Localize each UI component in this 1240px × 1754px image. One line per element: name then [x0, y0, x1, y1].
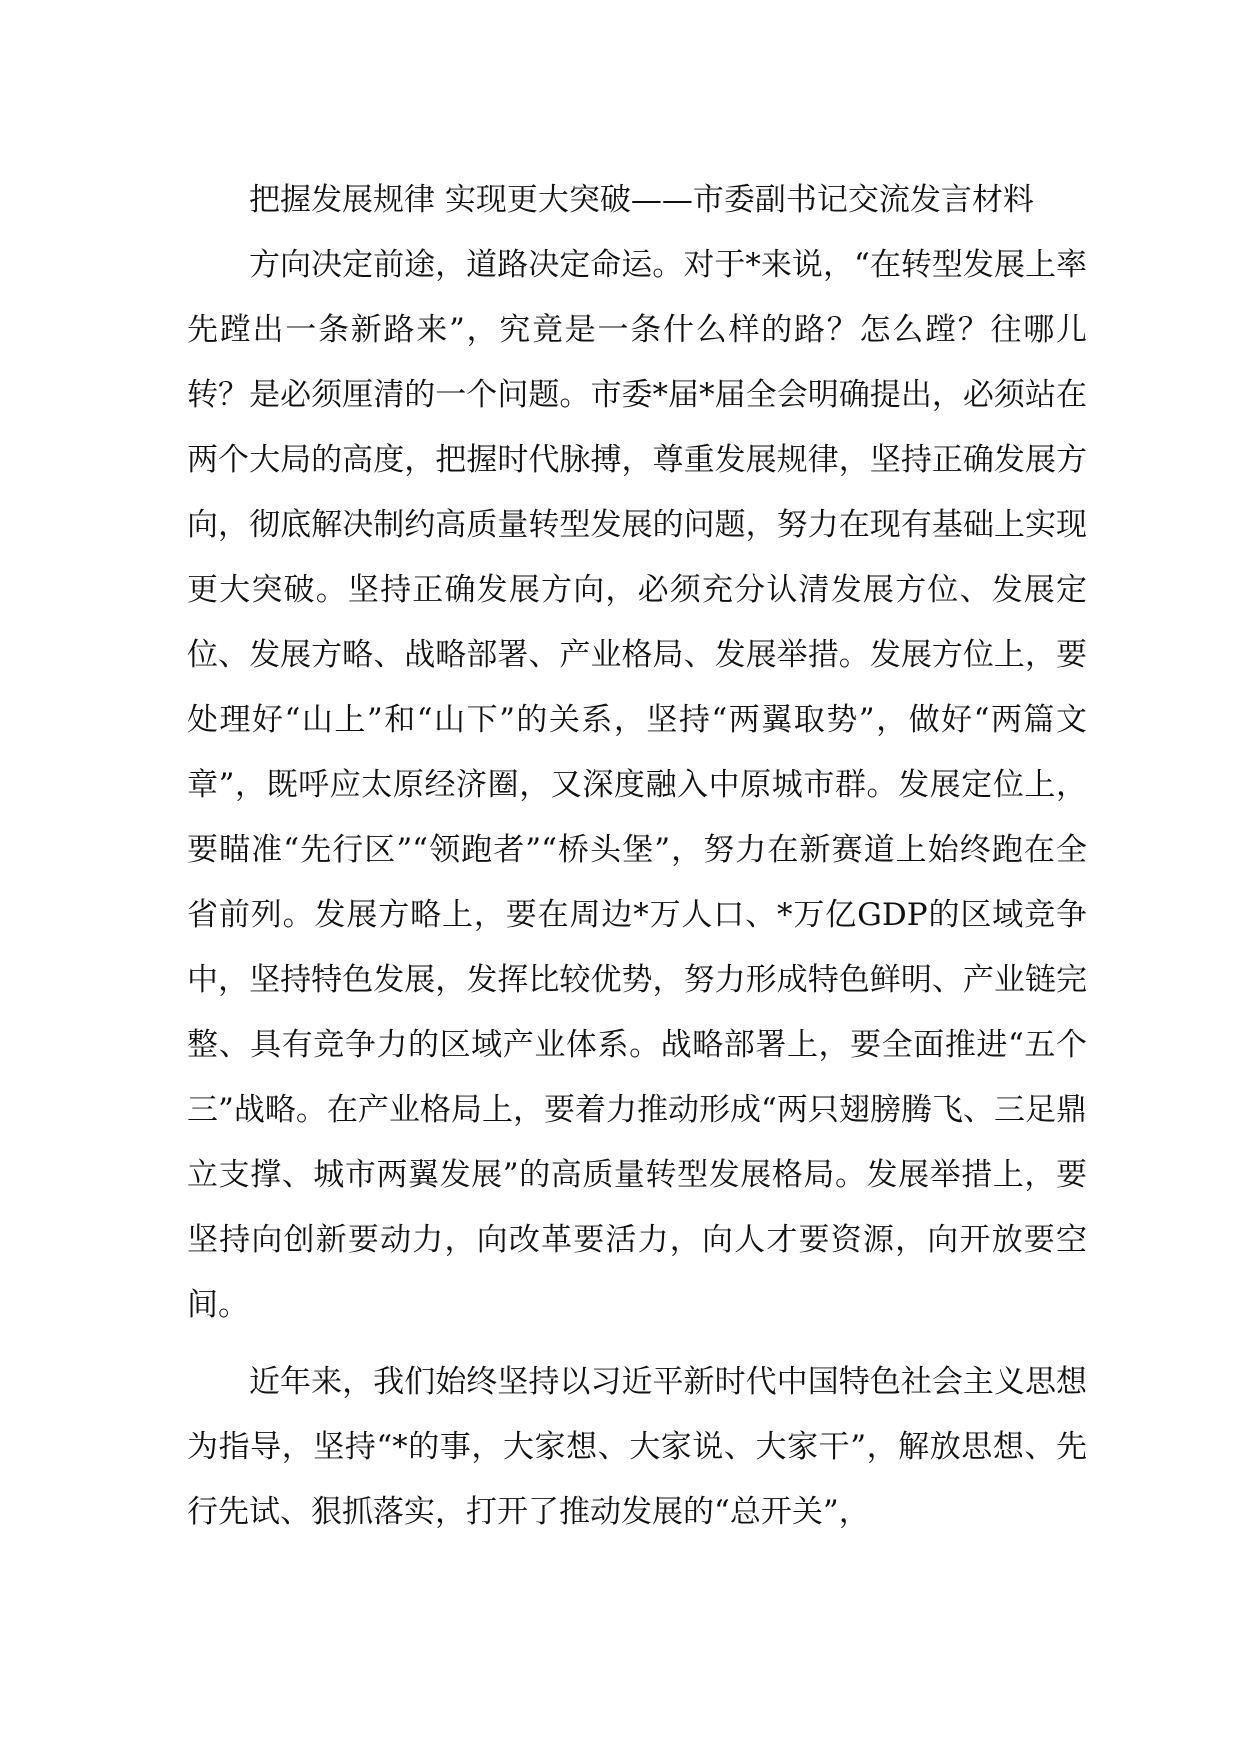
document-body: [187, 168, 1087, 1545]
paragraph-1: 方向决定前途，道路决定命运。对于*来说，“在转型发展上率先蹚出一条新路来”，究竟是一条什么样的路？怎么蹚？往哪儿转？是必须厘清的一个问题。市委*届*届全会明确提出，必须站在两个大局的高度，把握时代脉搏，尊重发展规律，坚持正确发展方向，彻底解决制约高质量转型发展的问题，努力在现有基础上实现更大突破。坚持正确发展方向，必须充分认清发展方位、发展定位、发展方略、战略部署、产业格局、发展举措。发展方位上，要处理好“山上”和“山下”的关系，坚持“两翼取势”，做好“两篇文章”，既呼应太原经济圈，又深度融入中原城市群。发展定位上，要瞄准“先行区”“领跑者”“桥头堡”，努力在新赛道上始终跑在全省前列。发展方略上，要在周边*万人口、*万亿GDP的区域竞争中，坚持特色发展，发挥比较优势，努力形成特色鲜明、产业链完整、具有竞争力的区域产业体系。战略部署上，要全面推进“五个三”战略。在产业格局上，要着力推动形成“两只翅膀腾飞、三足鼎立支撑、城市两翼发展”的高质量转型发展格局。发展举措上，要坚持向创新要动力，向改革要活力，向人才要资源，向开放要空间。: [187, 247, 1087, 1323]
document-title: 把握发展规律 实现更大突破——市委副书记交流发言材料: [249, 182, 1034, 218]
paragraph-2: 近年来，我们始终坚持以习近平新时代中国特色社会主义思想为指导，坚持“*的事，大家想、大家说、大家干”，解放思想、先行先试、狠抓落实，打开了推动发展的“总开关”，: [187, 1364, 1087, 1530]
